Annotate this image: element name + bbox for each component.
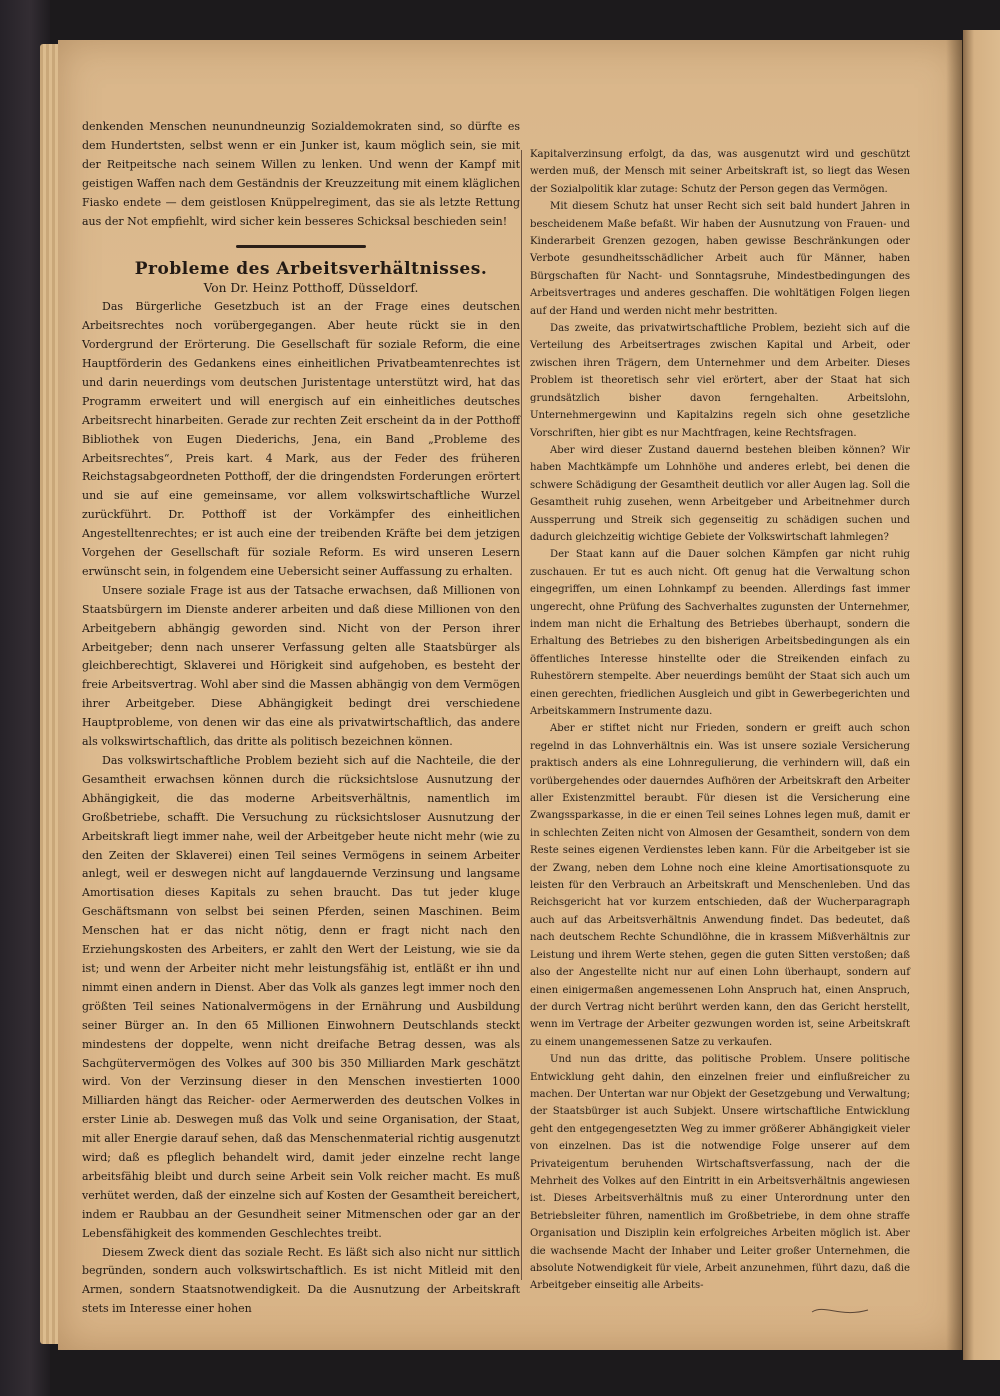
paragraph: Das Bürgerliche Gesetzbuch ist an der Frage eines deutschen Arbeitsrechtes noch vorübergegangen. Aber heute rückt sie in den Vordergrund der Erörterung. Die Gesellschaft für soziale Reform, die eine Hauptförderin des Gedankens eines einheitlichen Privatbeamtenrechtes ist und darin neuerdings vom deutschen Juristentage unterstützt wird, hat das Programm erweitert und will energisch auf ein einheitliches deutsches Arbeitsrecht hinarbeiten. Gerade zur rechten Zeit erscheint da in der Potthoff Bibliothek von Eugen Diederichs, Jena, ein Band „Probleme des Arbeitsrechtes“, Preis kart. 4 Mark, aus der Feder des früheren Reichstagsabgeordneten Potthoff, der die dringendsten Forderungen erörtert und sie auf eine gemeinsame, vor allem volkswirtschaftliche Wurzel zurückführt. Dr. Potthoff ist der Vorkämpfer des einheitlichen Angestelltenrechtes; er ist auch eine der treibenden Kräfte bei dem jetzigen Vorgehen der Gesellschaft für soziale Reform. Es wird unseren Lesern erwünscht sein, in folgendem eine Uebersicht seiner Auffassung zu erhalten. — [82, 300, 520, 578]
paragraph: Diesem Zweck dient das soziale Recht. Es läßt sich also nicht nur sittlich begründen, sondern auch volkswirtschaftlich. Es ist nicht Mitleid mit den Armen, sondern Staatsnotwendigkeit. Da die Ausnutzung der Arbeitskraft stets im Interesse einer hohen — [82, 1245, 520, 1316]
paragraph: Mit diesem Schutz hat unser Recht sich seit bald hundert Jahren in bescheidenem Maße befaßt. Wir haben der Ausnutzung von Frauen- und Kinderarbeit Grenzen gezogen, haben gewisse Beschränkungen oder Verbote gesundheitsschädlicher Arbeit auch für Männer, haben Bürgschaften für Nacht- und Sonntagsruhe, Mindestbedingungen des Arbeitsvertrages und anderes geschaffen. Die wohltätigen Folgen liegen auf der Hand und werden nicht mehr bestritten. — [530, 201, 910, 317]
paragraph: Der Staat kann auf die Dauer solchen Kämpfen gar nicht ruhig zuschauen. Er tut es auch nicht. Oft genug hat die Verwaltung schon eingegriffen, um einen Lohnkampf zu beenden. Allerdings fast immer ungerecht, ohne Prüfung des Sachverhaltes zugunsten der Unternehmer, indem man nicht die Erhaltung des Betriebes überhaupt, sondern die Erhaltung des Betriebes zu den bisherigen Arbeitsbedingungen als ein öffentliches Interesse hinstellte oder die Streikenden einfach zu Ruhestörern stempelte. Aber neuerdings bemüht der Staat sich auch um einen gerechten, friedlichen Ausgleich und gibt in Gewerbegerichten und Arbeitskammern Instrumente dazu. — [530, 549, 910, 717]
column-rule — [521, 150, 522, 1280]
paragraph: Unsere soziale Frage ist aus der Tatsache erwachsen, daß Millionen von Staatsbürgern im Dienste anderer arbeiten und daß diese Millionen von den Arbeitgebern abhängig geworden sind. Nicht von der Person ihrer Arbeitgeber; denn nach unserer Verfassung gelten alle Staatsbürger als gleichberechtigt, Sklaverei und Hörigkeit sind aufgehoben, es besteht der freie Arbeitsvertrag. Wohl aber sind die Massen abhängig von dem Vermögen ihrer Arbeitgeber. Diese Abhängigkeit bedingt drei verschiedene Hauptprobleme, von denen wir das eine als privatwirtschaftlich, das andere als volkswirtschaftlich, das dritte als politisch bezeichnen können. — [82, 583, 520, 749]
intro-paragraph: denkenden Menschen neunundneunzig Sozialdemokraten sind, so dürfte es dem Hundertsten, selbst wenn er ein Junker ist, kaum möglich sein, sie mit der Reitpeitsche nach seinem Willen zu lenken. Und wenn der Kampf mit geistigen Waffen nach dem Geständnis der Kreuzzeitung mit einem kläglichen Fiasko endete — dem geistlosen Knüppelregiment, das sie als letzte Rettung aus der Not empfiehlt, wird sicher kein besseres Schicksal beschieden sein! — [82, 120, 520, 228]
article-byline: Von Dr. Heinz Potthoff, Düsseldorf. — [203, 281, 419, 296]
paragraph: Das volkswirtschaftliche Problem bezieht sich auf die Nachteile, die der Gesamtheit erwachsen können durch die rücksichtslose Ausnutzung der Abhängigkeit, die das moderne Arbeitsverhältnis, namentlich im Großbetriebe, schafft. Die Versuchung zu rücksichtsloser Ausnutzung der Arbeitskraft liegt immer nahe, weil der Arbeitgeber heute nicht mehr (wie zu den Zeiten der Sklaverei) einen Teil seines Vermögens in seinem Arbeiter anlegt, weil er deswegen nicht auf langdauernde Verzinsung und langsame Amortisation dieses Kapitals zu sehen braucht. Das tut jeder kluge Geschäftsmann von selbst bei seinen Pferden, seinen Maschinen. Beim Menschen hat er das nicht nötig, denn er fragt nicht nach den Erziehungskosten des Arbeiters, er zahlt den Wert der Leistung, wie sie da ist; und wenn der Arbeiter nicht mehr leistungsfähig ist, entläßt er ihn und nimmt einen andern in Dienst. Aber das Volk als ganzes legt immer noch den größten Teil seines Nationalvermögens in der Ernährung und Ausbildung seiner Bürger an. In den 65 Millionen Einwohnern Deutschlands steckt mindestens der doppelte, wenn nicht dreifache Betrag dessen, was als Sachgütervermögen des Volkes auf 300 bis 350 Milliarden Mark geschätzt wird. Von der Verzinsung dieser in den Menschen investierten 1000 Milliarden hängt das Reicher- oder Aermerwerden des deutschen Volkes in erster Linie ab. Deswegen muß das Volk und seine Organisation, der Staat, mit aller Energie darauf sehen, daß das Menschenmaterial richtig ausgenutzt wird; daß es pfleglich behandelt wird, damit jeder einzelne recht lange arbeitsfähig bleibt und durch seine Arbeit sein Volk reicher macht. Es muß verhütet werden, daß der einzelne sich auf Kosten der Gesamtheit bereichert, indem er Raubbau an der Gesundheit seiner Mitmenschen oder gar an der Lebensfähigkeit des kommenden Geschlechtes treibt. — [82, 754, 520, 1240]
right-column — [530, 146, 910, 1295]
article-headline: Probleme des Arbeitsverhältnisses. — [134, 259, 488, 280]
facing-page-edge — [963, 30, 1000, 1360]
paragraph: Und nun das dritte, das politische Problem. Unsere politische Entwicklung geht dahin, den einzelnen freier und einflußreicher zu machen. Der Untertan war nur Objekt der Gesetzgebung und Verwaltung; der Staatsbürger ist auch Subjekt. Unsere wirtschaftliche Entwicklung geht den entgegengesetzten Weg zu immer größerer Abhängigkeit vieler von einzelnen. Das ist die notwendige Folge unserer auf dem Privateigentum beruhenden Wirtschaftsverfassung, nach der die Mehrheit des Volkes auf den Eintritt in ein Arbeitsverhältnis angewiesen ist. Dieses Arbeitsverhältnis muß zu einer Unterordnung unter den Betriebsleiter führen, namentlich im Großbetriebe, in dem ohne straffe Organisation und Disziplin kein erfolgreiches Arbeiten möglich ist. Aber die wachsende Macht der Inhaber und Leiter großer Unternehmen, die absolute Notwendigkeit für viele, Arbeit anzunehmen, führt dazu, daß die Arbeitgeber einseitig alle Arbeits- — [530, 1054, 910, 1292]
paragraph: Aber er stiftet nicht nur Frieden, sondern er greift auch schon regelnd in das Lohnverhältnis ein. Was ist unsere soziale Versicherung praktisch anders als eine Lohnregulierung, die verhindern will, daß ein vorübergehendes oder dauerndes Aufhören der Arbeitskraft den Arbeiter aller Existenzmittel beraubt. Für diesen ist die Versicherung eine Zwangssparkasse, in die er einen Teil seines Lohnes legen muß, damit er in schlechten Zeiten nicht von Almosen der Gesamtheit, sondern von dem Reste seines eigenen Verdienstes leben kann. Für die Arbeitgeber ist sie der Zwang, neben dem Lohne noch eine kleine Amortisationsquote zu leisten für den Verbrauch an Arbeitskraft und Menschenleben. Und das Reichsgericht hat vor kurzem entschieden, daß der Wucherparagraph auch auf das Arbeitsverhältnis Anwendung findet. Das bedeutet, daß nach deutschem Rechte Schundlöhne, die in krassem Mißverhältnis zur Leistung und ihrem Werte stehen, gegen die guten Sitten verstoßen; daß also der Angestellte nicht nur auf einen Lohn überhaupt, sondern auf einen einigermaßen angemessenen Lohn Anspruch hat, einen Anspruch, der durch Vertrag nicht berührt werden kann, den das Gericht herstellt, wenn im Vertrage der Arbeiter gezwungen worden ist, seine Arbeitskraft zu einem unangemessenen Satze zu verkaufen. — [530, 723, 910, 1048]
paragraph: Aber wird dieser Zustand dauernd bestehen bleiben können? Wir haben Machtkämpfe um Lohnhöhe und anderes erlebt, bei denen die schwere Schädigung der Gesamtheit deutlich vor aller Augen lag. Soll die Gesamtheit ruhig zusehen, wenn Arbeitgeber und Arbeitnehmer durch Aussperrung und Streik sich gegenseitig zu schädigen suchen und dadurch gleichzeitig wichtige Gebiete der Volkswirtschaft lahmlegen? — [530, 444, 910, 543]
section-divider — [236, 245, 366, 248]
paragraph: Das zweite, das privatwirtschaftliche Problem, bezieht sich auf die Verteilung des Arbeitsertrages zwischen Kapital und Arbeit, oder zwischen ihren Trägern, dem Unternehmer und dem Arbeiter. Dieses Problem ist theoretisch sehr viel erörtert, aber der Staat hat sich grundsätzlich bisher davon ferngehalten. Arbeitslohn, Unternehmergewinn und Kapitalzins regeln sich ohne gesetzliche Vorschriften, hier gibt es nur Machtfragen, keine Rechtsfragen. — [530, 323, 910, 439]
pencil-mark — [810, 1300, 870, 1320]
paragraph: Kapitalverzinsung erfolgt, da das, was ausgenutzt wird und geschützt werden muß, der Mensch mit seiner Arbeitskraft ist, so liegt das Wesen der Sozialpolitik klar zutage: Schutz der Person gegen das Vermögen. — [530, 149, 910, 195]
gutter-shadow — [946, 40, 963, 1350]
left-column — [82, 118, 520, 1319]
